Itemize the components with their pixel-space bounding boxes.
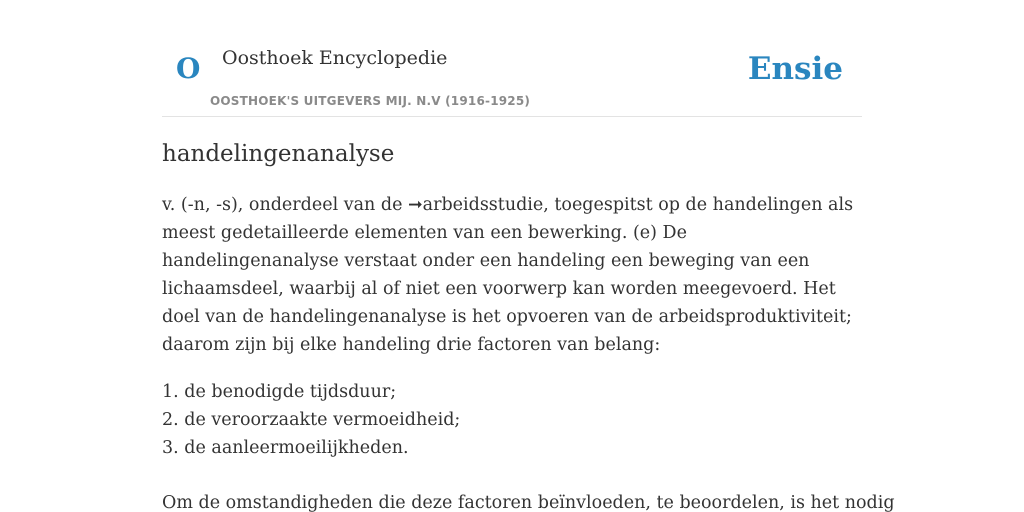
paragraph-text-after-link: , toegespitst op de handelingen als meest gedetailleerde elementen van een bewerking. (e) De handelingenanalyse verstaat onder een handeling een beweging van een lichaamsdeel, waarbij al of niet een voorwerp kan worden meegevoerd. Het doel van de handelingenanalyse is het opvoeren van de arbeidsproduktiviteit; daarom zijn bij elke handeling drie factoren van belang: (162, 195, 854, 355)
site-title[interactable]: Oosthoek Encyclopedie (222, 47, 448, 69)
brand-logo[interactable]: Ensie (747, 51, 843, 87)
list-item: 1. de benodigde tijdsduur; (162, 382, 397, 402)
entry-paragraph (162, 191, 862, 359)
cross-reference-link[interactable] (408, 195, 543, 215)
list-item: 2. de veroorzaakte vermoeidheid; (162, 410, 461, 430)
list-item: 3. de aanleermoeilijkheden. (162, 438, 409, 458)
entry-paragraph-2: Om de omstandigheden die deze factoren beïnvloeden, te beoordelen, is het nodig (162, 493, 895, 512)
factor-list (162, 378, 862, 462)
site-header (162, 30, 862, 117)
cross-reference-label: arbeidsstudie (422, 195, 544, 215)
publisher-subtitle: OOSTHOEK'S UITGEVERS MIJ. N.V (1916-1925) (210, 94, 531, 108)
paragraph-text-before-link: v. (-n, -s), onderdeel van de (162, 195, 408, 215)
entry-content (162, 137, 895, 512)
logo-mark[interactable]: O (176, 52, 201, 85)
arrow-icon: ➞ (408, 195, 423, 215)
entry-title: handelingenanalyse (162, 141, 395, 167)
